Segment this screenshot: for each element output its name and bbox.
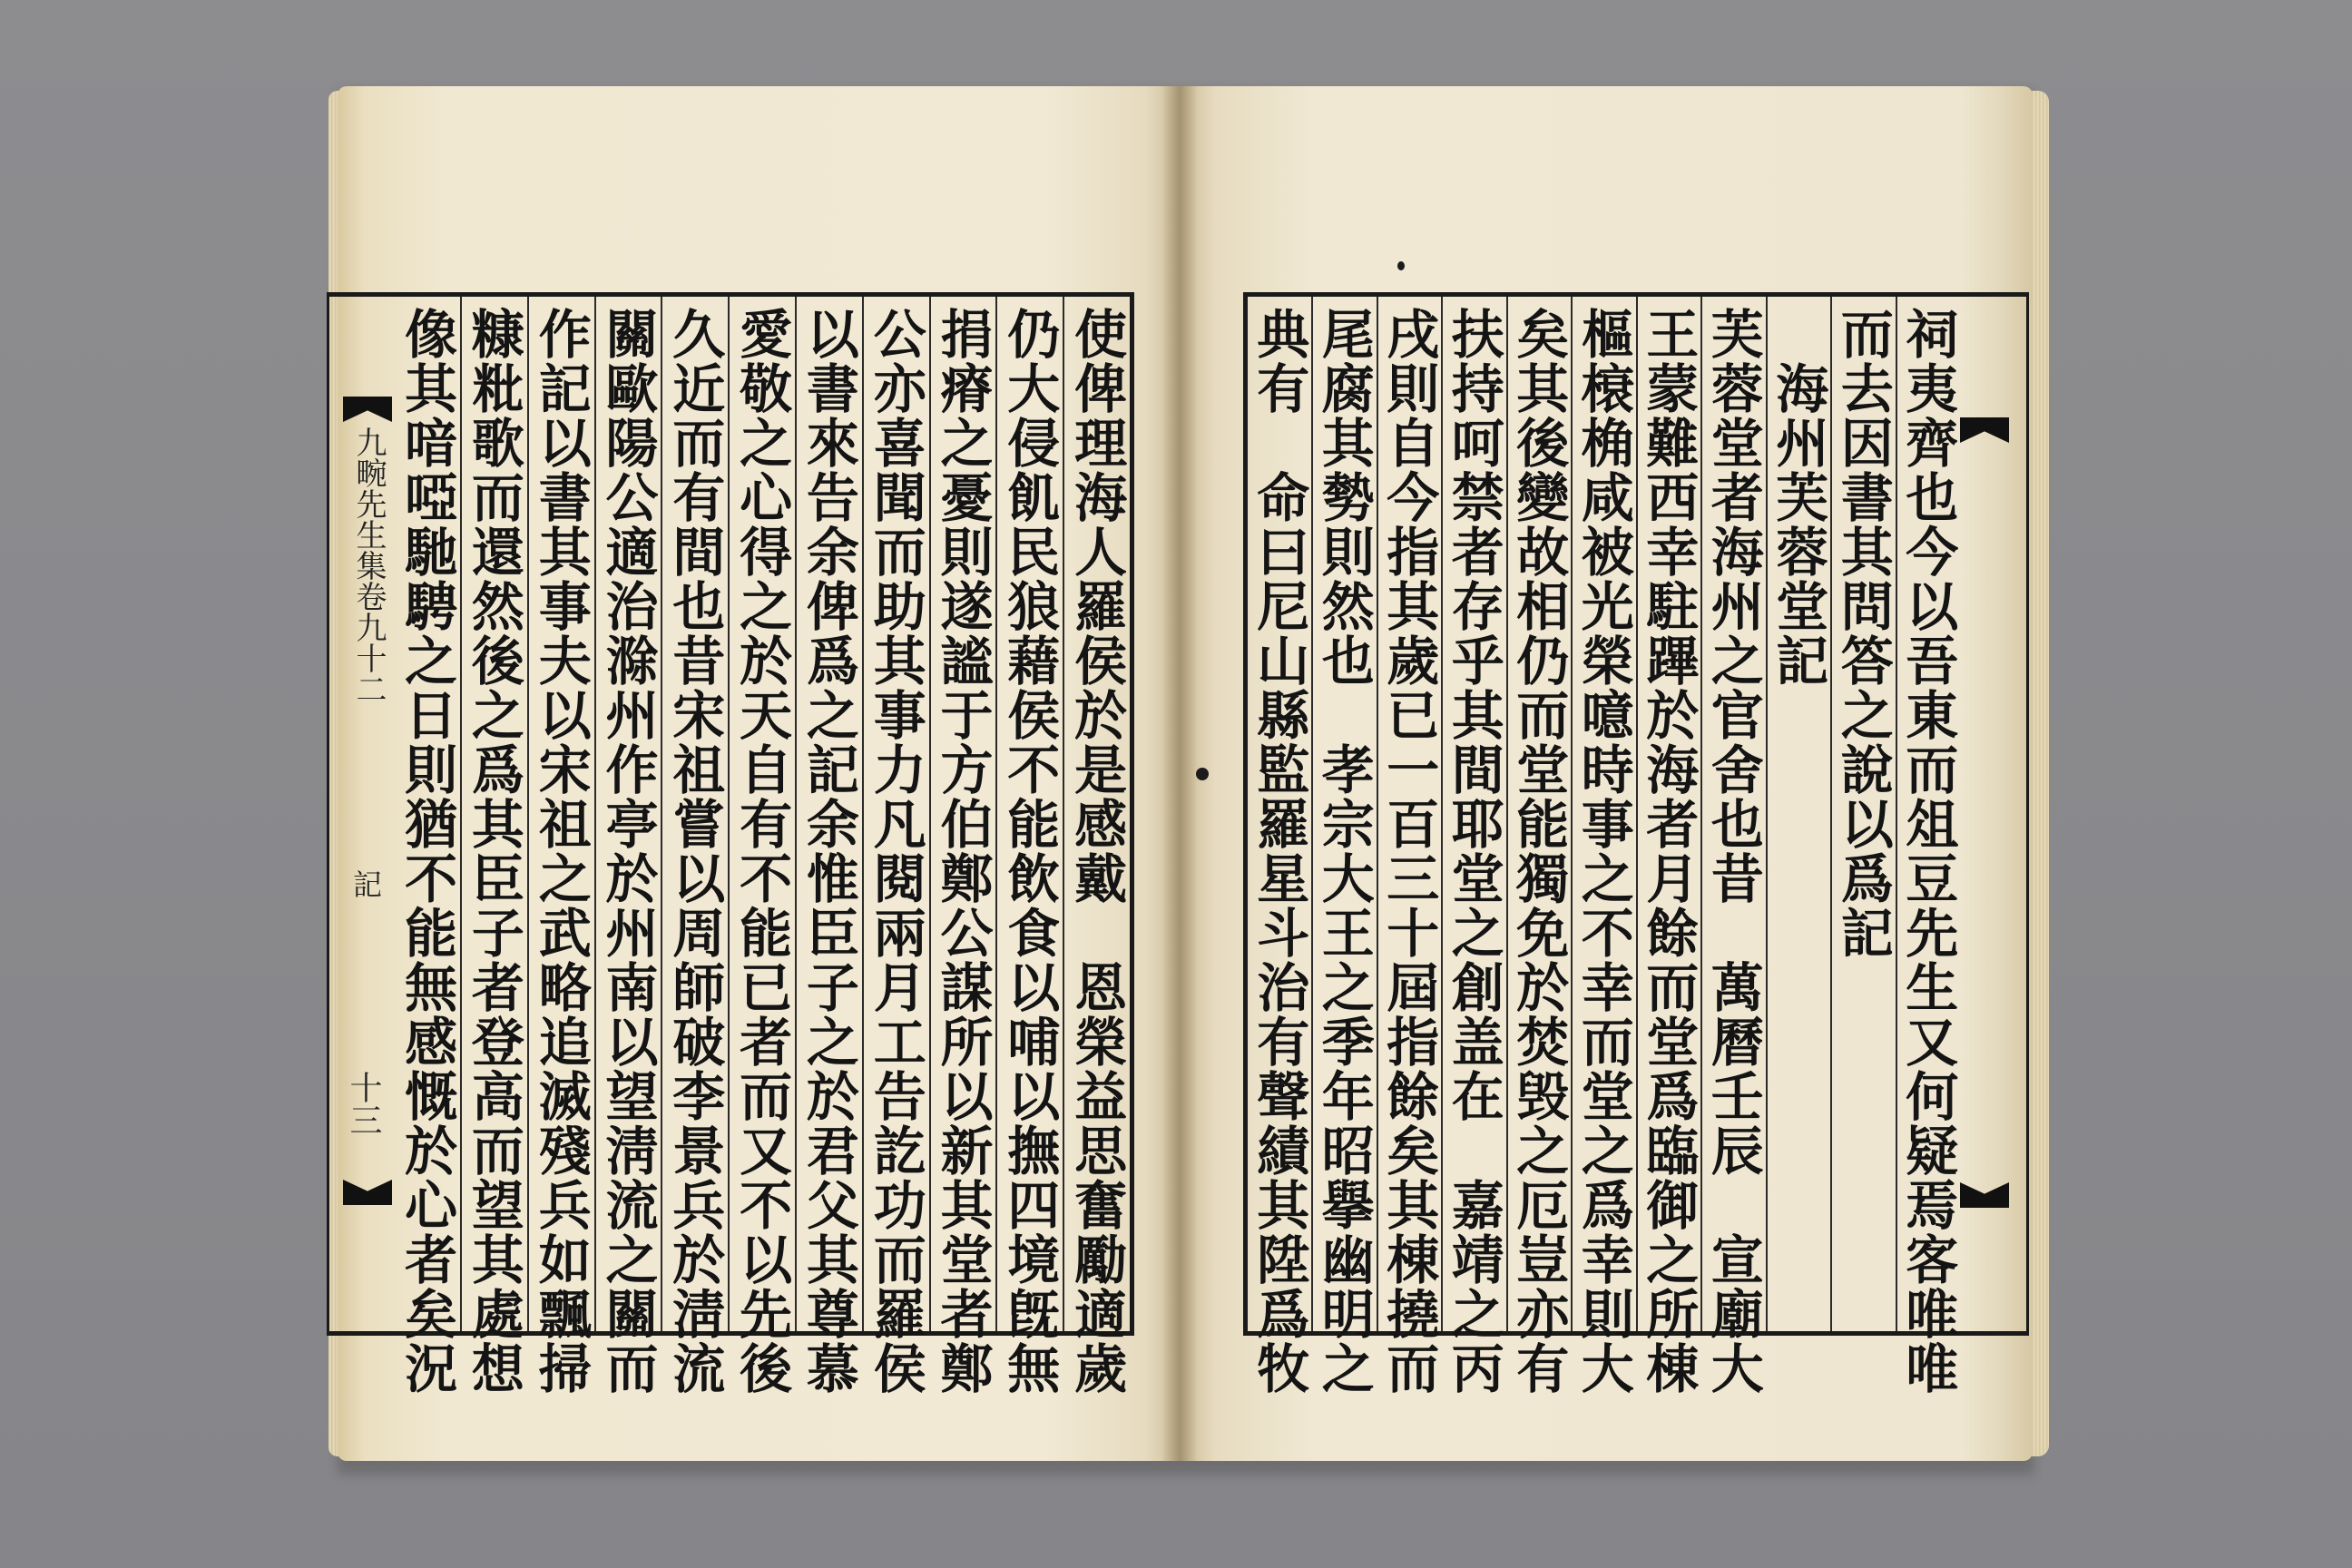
left-page-column-rule: [862, 297, 864, 1331]
left-page-column-3: 捐瘠之憂則遂謐于方伯鄭公謀所以新其堂者鄭: [931, 307, 994, 1396]
right-page-column-6: 樞榱桷咸被光榮噫時事之不幸而堂之爲幸則大: [1572, 307, 1634, 1396]
left-page-column-rule: [995, 297, 997, 1331]
right-page-column-10: 尾腐其勢則然也 孝宗大王之季年昭擧幽明之: [1312, 307, 1375, 1396]
right-page-column-2: 而去因書其問答之說以爲記: [1831, 307, 1894, 960]
right-page-column-11: 典有 命曰尼山縣監羅星斗治有聲績其陞爲牧: [1248, 307, 1310, 1396]
right-page-column-8: 扶持呵禁者存乎其間耶堂之創盖在 嘉靖之丙: [1442, 307, 1504, 1396]
left-page-column-10: 糠粃歌而還然後之爲其臣子者登高而望其處想: [462, 307, 524, 1396]
fold-book-title: 九畹先生集卷九十二: [350, 426, 387, 704]
fold-section-label: 記: [348, 869, 383, 898]
left-page-column-8: 關歐陽公適治滁州作亭於州南以望淸流之關而: [596, 307, 659, 1396]
right-page-column-5: 王蒙難西幸駐蹕於海者月餘而堂爲臨御之所棟: [1637, 307, 1700, 1396]
left-page-column-2: 仍大侵飢民狼藉侯不能飲食以哺以撫四境旣無: [998, 307, 1061, 1396]
left-page-column-6: 愛敬之心得之於天自有不能已者而又不以先後: [730, 307, 793, 1396]
left-page-column-rule: [661, 297, 662, 1331]
left-page-column-5: 以書來告余俾爲之記余惟臣子之於君父其尊慕: [797, 307, 859, 1396]
right-page-column-7: 矣其後變故相仍而堂能獨免於焚毁之厄豈亦有: [1507, 307, 1570, 1396]
right-page-column-4: 芙蓉堂者海州之官舍也昔 萬曆壬辰 宣廟大: [1701, 307, 1764, 1396]
ink-spot: [1196, 768, 1209, 780]
left-page-column-4: 公亦喜聞而助其事力凡閱兩月工告訖功而羅侯: [864, 307, 926, 1396]
left-page-column-rule: [929, 297, 931, 1331]
left-page-column-9: 作記以書其事夫以宋祖之武略追滅殘兵如飄掃: [529, 307, 592, 1396]
left-page-column-rule: [527, 297, 529, 1331]
right-page-column-9: 戌則自今指其歲已一百三十屆指餘矣其棟撓而: [1377, 307, 1440, 1396]
left-page-column-rule: [795, 297, 797, 1331]
left-page-column-1: 使俾理海人羅侯於是感戴 恩榮益思奮勵適歲: [1065, 307, 1128, 1396]
fold-page-number: 十三: [345, 1071, 382, 1136]
left-page-column-rule: [1063, 297, 1064, 1331]
left-page-column-rule: [594, 297, 596, 1331]
right-page-column-3: 海州芙蓉堂記: [1767, 307, 1829, 688]
ink-spot: [1397, 261, 1405, 270]
book-gutter: [1161, 86, 1198, 1461]
left-page-column-11: 像其喑啞馳騁之日則猶不能無感慨於心者矣況: [396, 307, 458, 1396]
left-page-column-7: 久近而有間也昔宋祖嘗以周師破李景兵於淸流: [663, 307, 726, 1396]
left-page-column-rule: [728, 297, 730, 1331]
right-page-column-1: 祠夷齊也今以吾東而俎豆先生又何疑焉客唯唯: [1896, 307, 1959, 1396]
left-page-column-rule: [460, 297, 462, 1331]
